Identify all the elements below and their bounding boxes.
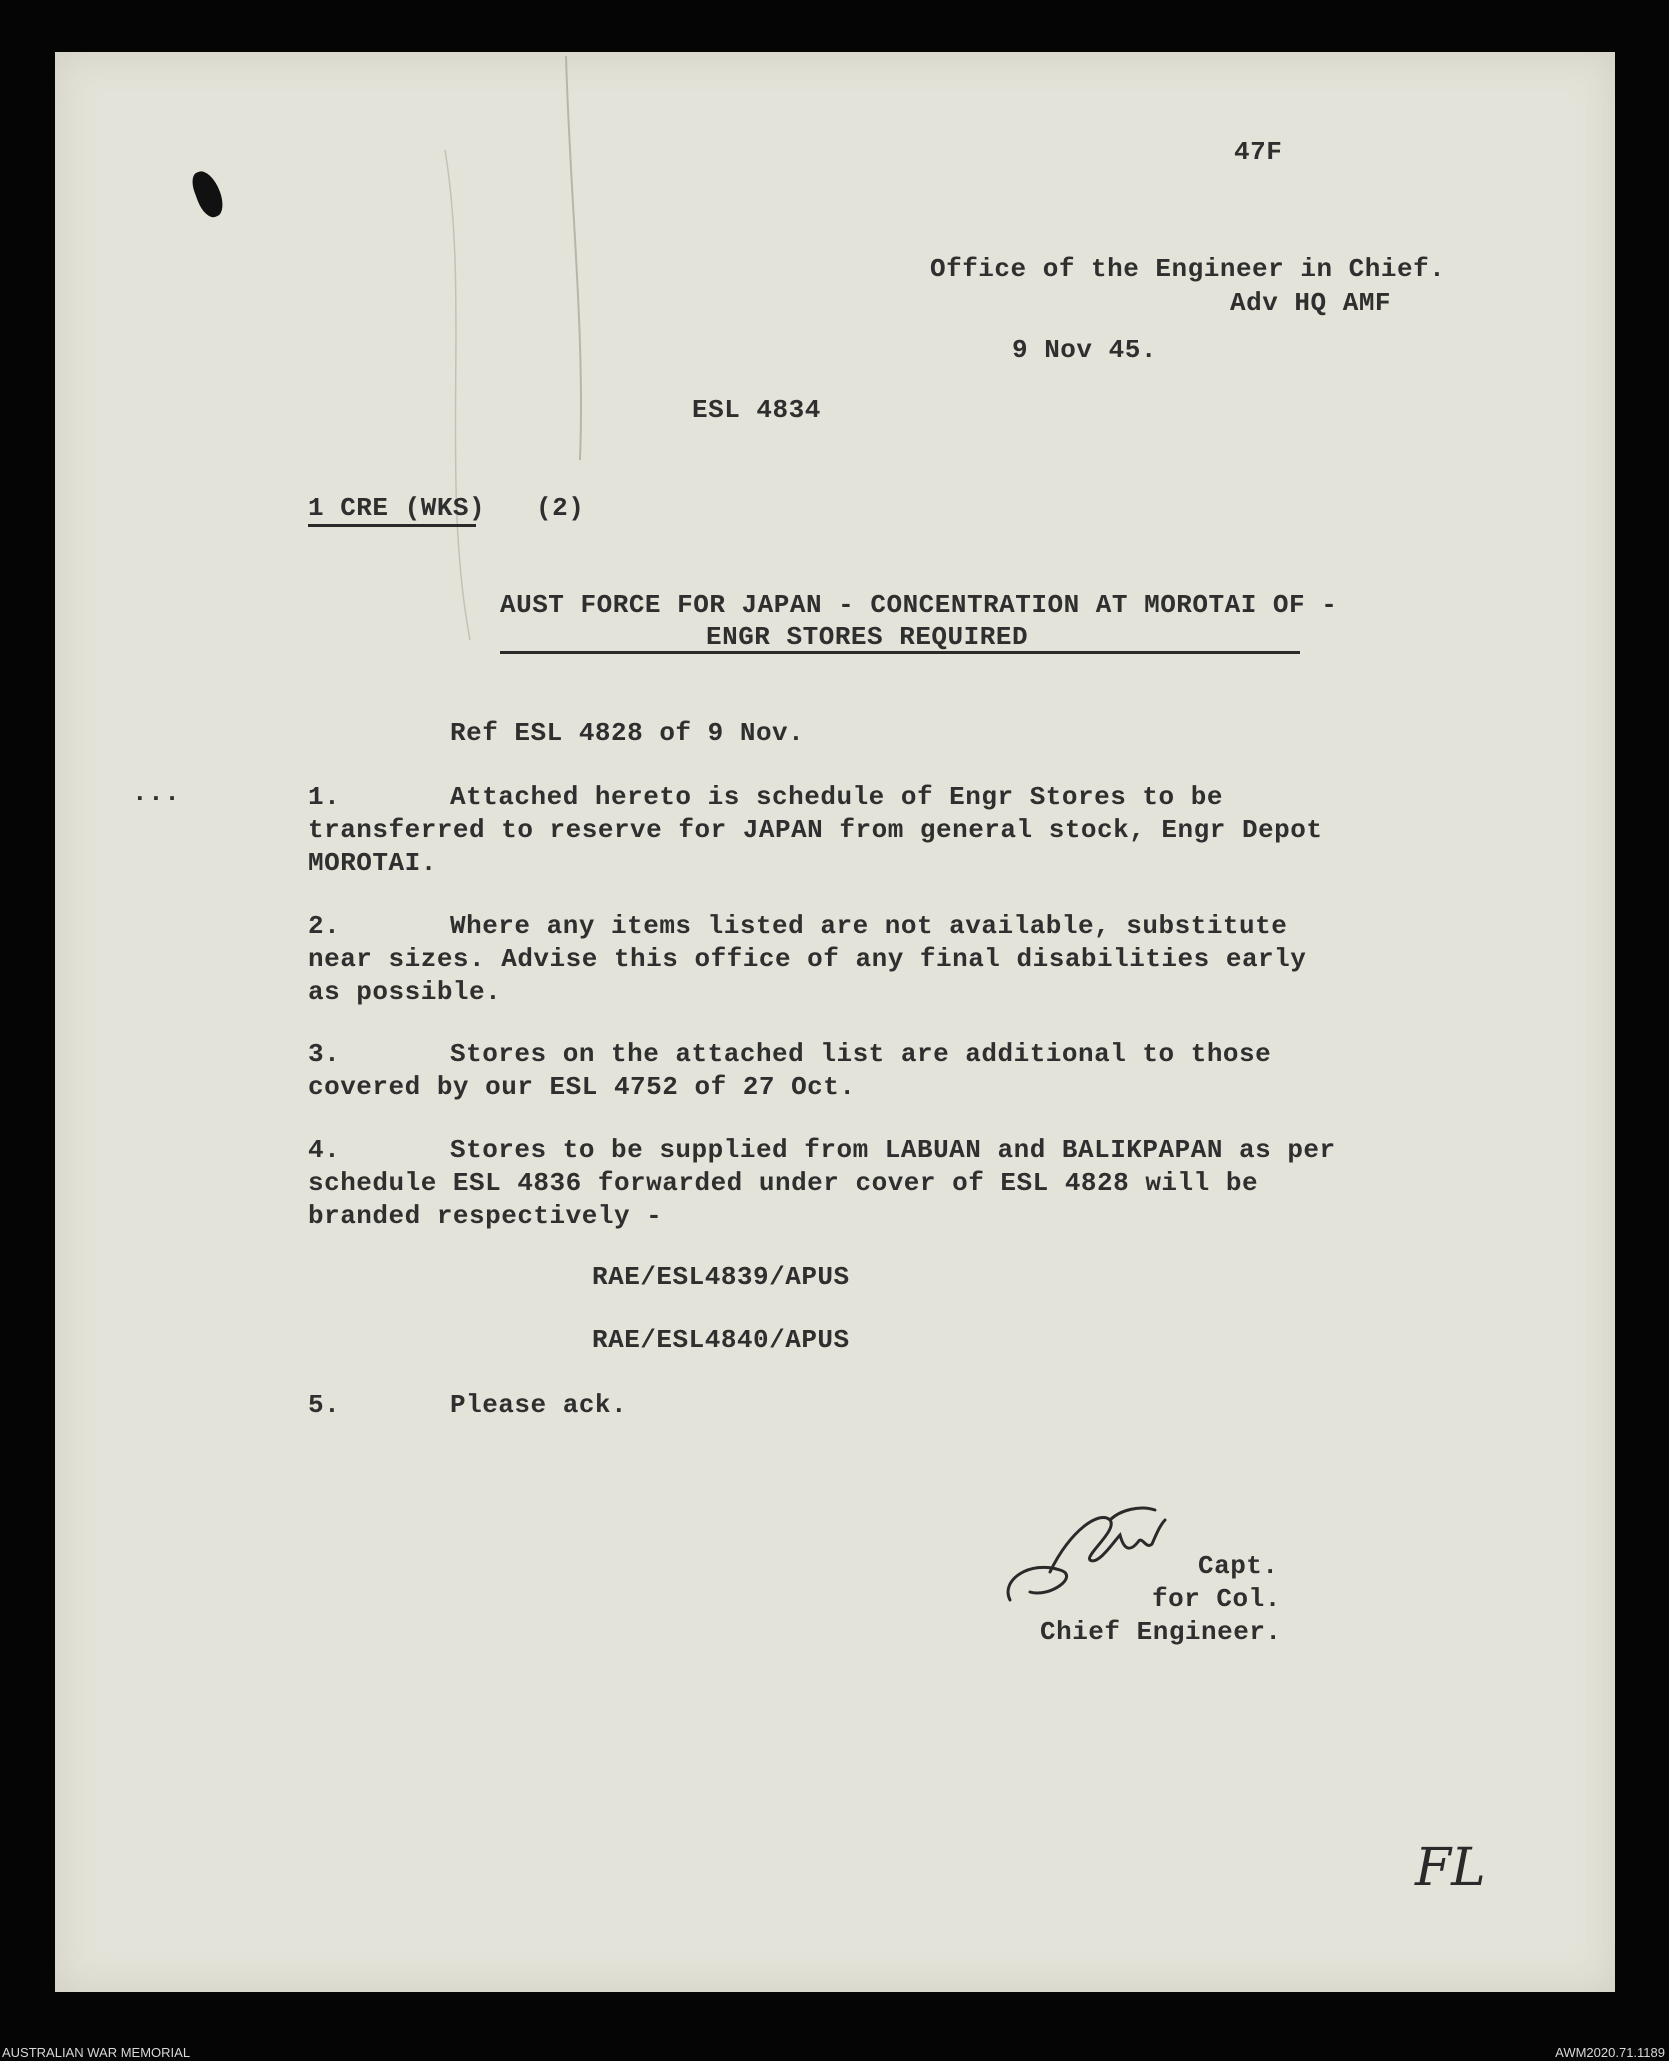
paragraph-line: MOROTAI. (308, 848, 437, 878)
paragraph-line: covered by our ESL 4752 of 27 Oct. (308, 1072, 856, 1102)
subject-line-2: ENGR STORES REQUIRED (706, 622, 1029, 652)
paragraph-line: as possible. (308, 977, 502, 1007)
subject-underline (500, 651, 1300, 654)
paragraph-line: branded respectively - (308, 1201, 663, 1231)
margin-mark: ... (132, 778, 181, 808)
signatory-rank: Capt. (1198, 1551, 1279, 1581)
paragraph-5-number: 5. (308, 1390, 341, 1420)
subject-line-1: AUST FORCE FOR JAPAN - CONCENTRATION AT MOROTAI OF - (500, 590, 1338, 620)
reference-line: Ref ESL 4828 of 9 Nov. (450, 718, 805, 748)
paragraph-number: 2. (308, 911, 341, 941)
addressee: 1 CRE (WKS) (308, 493, 486, 523)
office-line-1: Office of the Engineer in Chief. (930, 254, 1446, 284)
paper-sheet (55, 52, 1615, 1992)
paragraph-line: Stores on the attached list are additional to those (450, 1039, 1272, 1069)
office-line-2: Adv HQ AMF (1230, 288, 1392, 318)
handwritten-initials: FL (1415, 1838, 1486, 1898)
addressee-underline (308, 524, 476, 527)
copy-number: (2) (536, 493, 585, 523)
paragraph-line: Where any items listed are not available, substitute (450, 911, 1288, 941)
paragraph-number: 3. (308, 1039, 341, 1069)
signatory-for: for Col. (1152, 1584, 1281, 1614)
paragraph-line: schedule ESL 4836 forwarded under cover of ESL 4828 will be (308, 1168, 1259, 1198)
reference-number: ESL 4834 (692, 395, 821, 425)
footer-institution: AUSTRALIAN WAR MEMORIAL (2, 2045, 191, 2060)
signatory-title: Chief Engineer. (1040, 1617, 1282, 1647)
footer-accession-number: AWM2020.71.1189 (1555, 2045, 1665, 2060)
paragraph-line: transferred to reserve for JAPAN from general stock, Engr Depot (308, 815, 1323, 845)
paragraph-number: 4. (308, 1135, 341, 1165)
document-date: 9 Nov 45. (1012, 335, 1157, 365)
brand-code-2: RAE/ESL4840/APUS (592, 1325, 850, 1355)
paragraph-line: Attached hereto is schedule of Engr Stores to be (450, 782, 1223, 812)
page-number: 47F (1234, 137, 1283, 167)
brand-code-1: RAE/ESL4839/APUS (592, 1262, 850, 1292)
paragraph-line: near sizes. Advise this office of any final disabilities early (308, 944, 1307, 974)
paragraph-5-text: Please ack. (450, 1390, 628, 1420)
paragraph-number: 1. (308, 782, 341, 812)
paragraph-line: Stores to be supplied from LABUAN and BALIKPAPAN as per (450, 1135, 1336, 1165)
